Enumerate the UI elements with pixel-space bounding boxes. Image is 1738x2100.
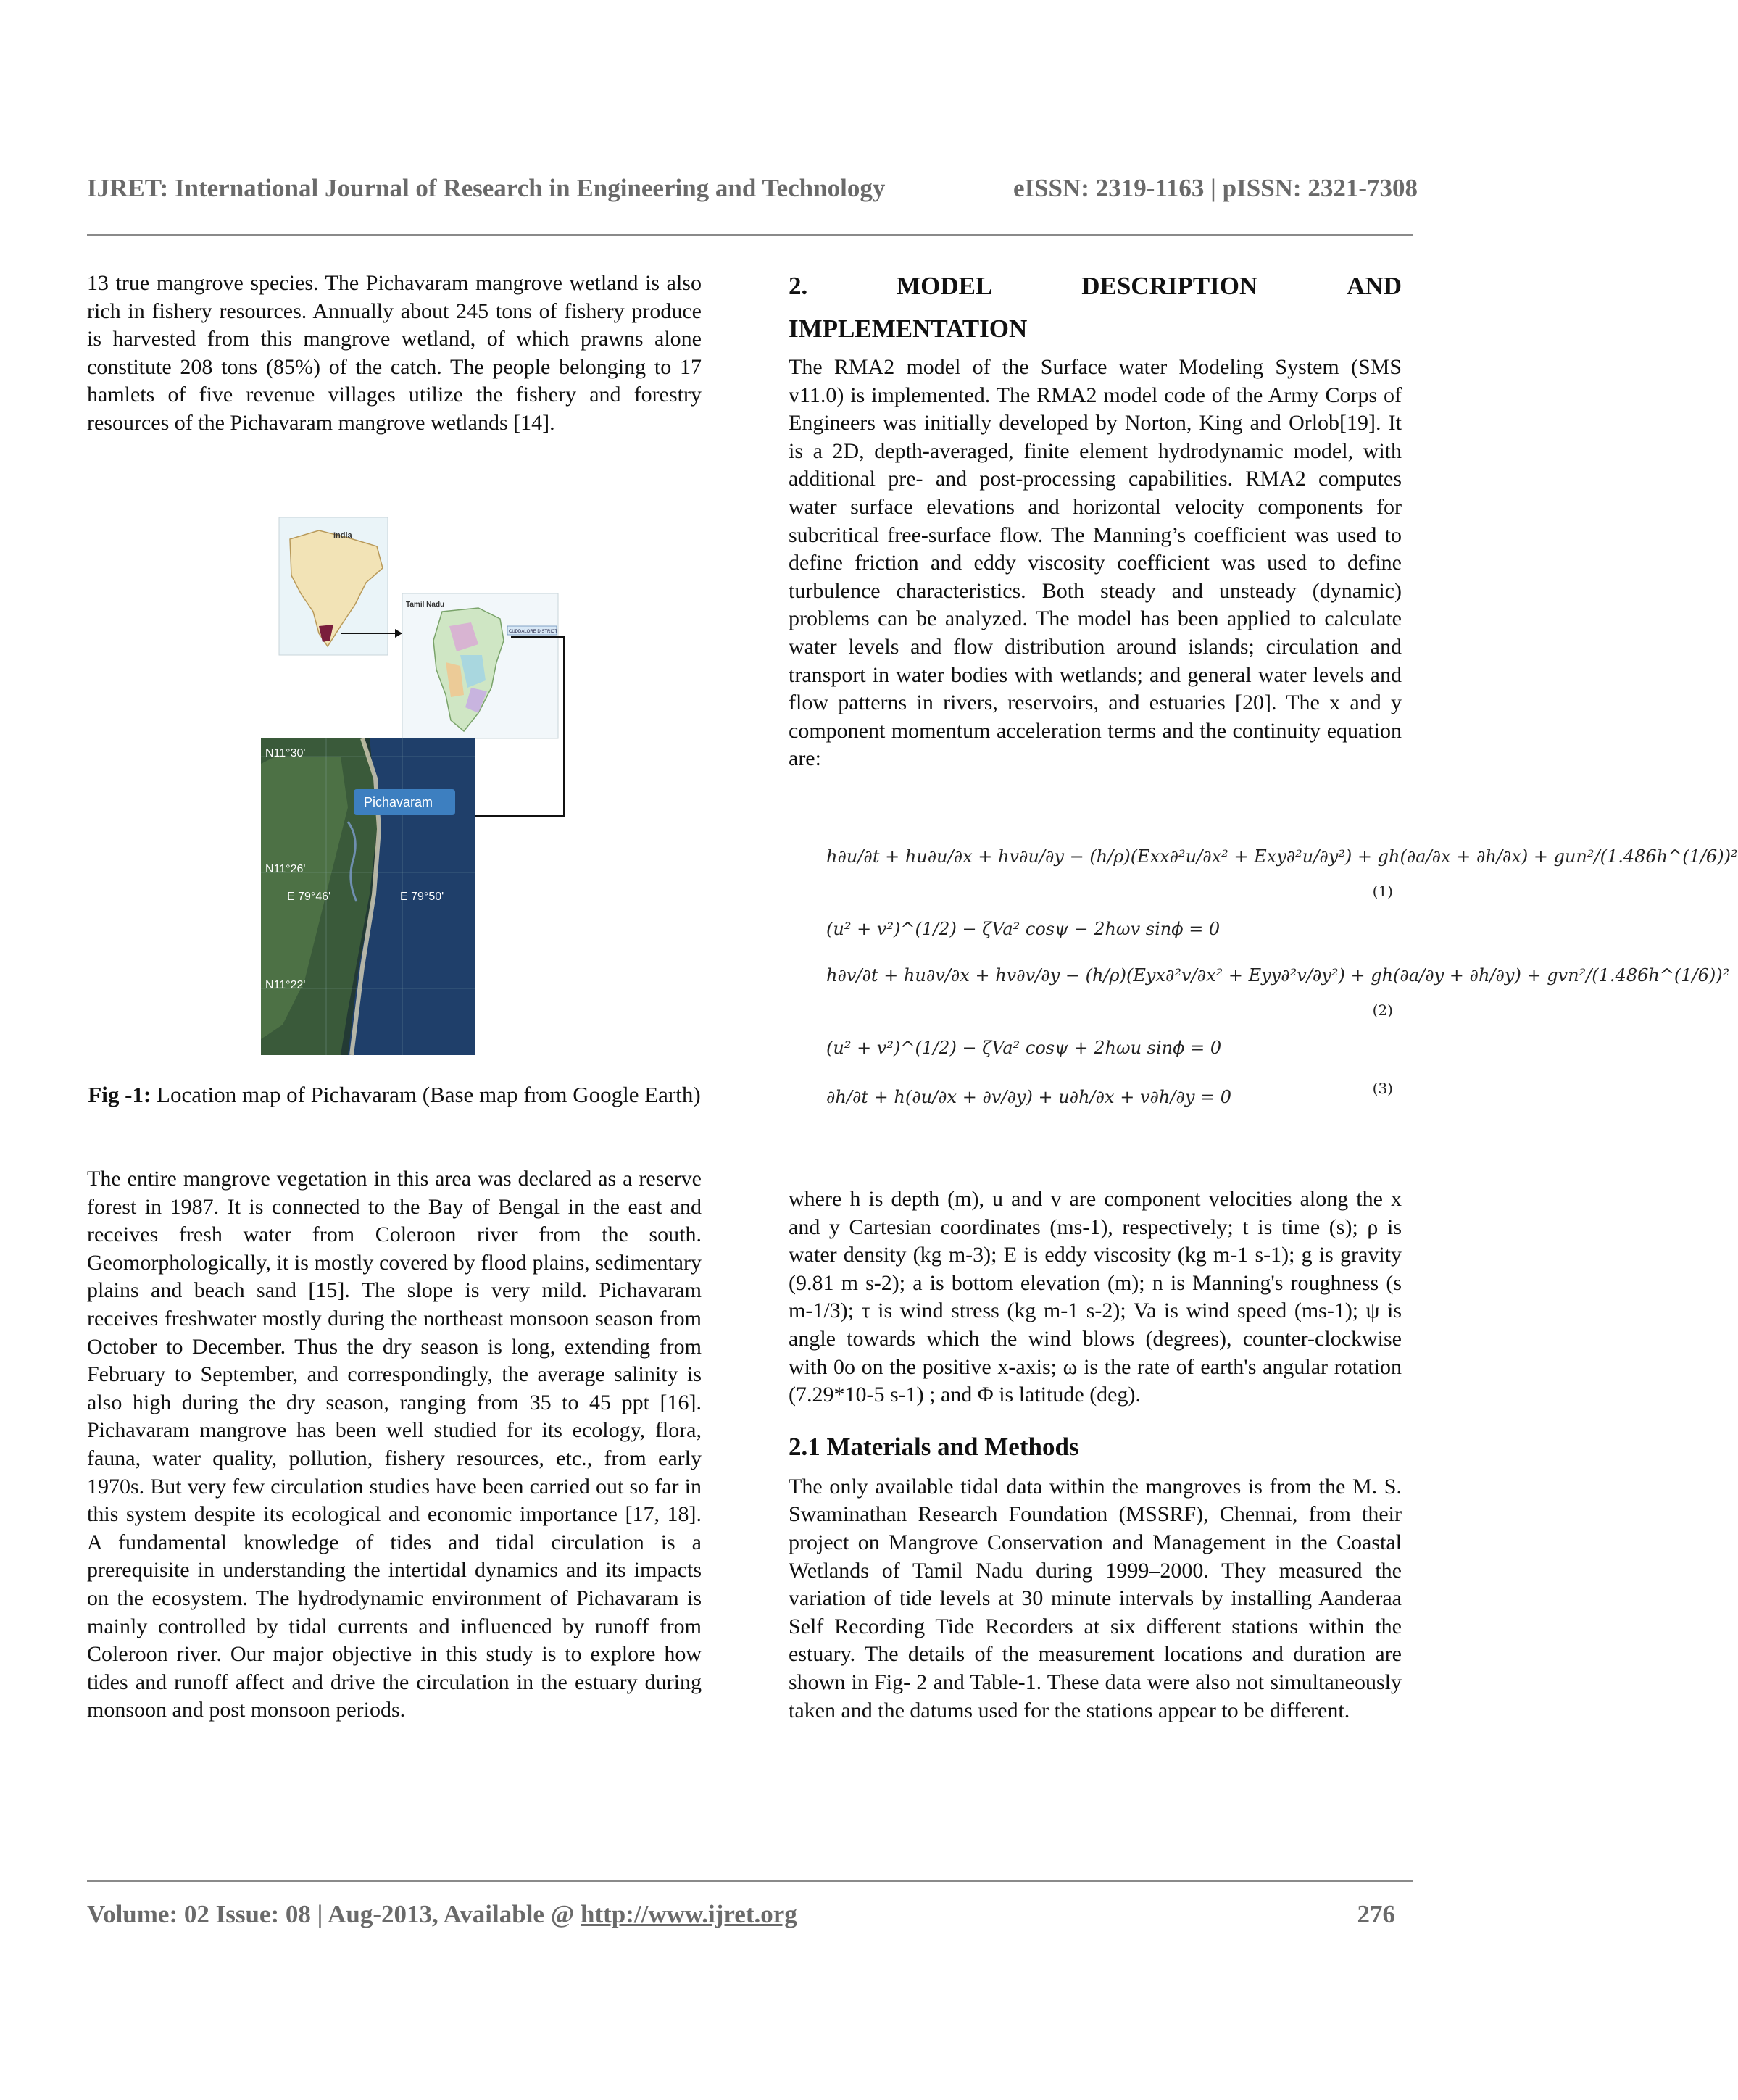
right-column-top <box>789 261 1402 773</box>
intro-paragraph: 13 true mangrove species. The Pichavaram mangrove wetland is also rich in fishery resources. Annually about 245 tons of fishery produce is harvested from this mangrove wetland, of which prawns alone constitute 208 tons (85%) of the catch. The people belonging to 17 hamlets of five revenue villages utilize the fishery and forestry resources of the Pichavaram mangrove wetlands [14]. <box>87 271 702 435</box>
figure-caption-label: Fig -1: <box>88 1082 151 1107</box>
lat-label-3: N11°22' <box>265 979 306 991</box>
equations-block <box>826 841 1738 1130</box>
right-column-bottom <box>789 1186 1402 1725</box>
equation-number-3: (3) <box>1372 1080 1393 1097</box>
section-heading-line2: IMPLEMENTATION <box>789 314 1028 343</box>
page-footer <box>87 1900 1395 1929</box>
lon-label-1: E 79°46' <box>287 891 331 903</box>
section-heading-word: AND <box>1347 272 1402 300</box>
equation-number-2: (2) <box>1372 1001 1393 1019</box>
section-heading-word: MODEL <box>897 272 993 300</box>
equation-2-line-1: h∂v/∂t + hu∂v/∂x + hv∂v/∂y − (h/ρ)(Eyx∂²v/∂x² + Eyy∂²v/∂y²) + gh(∂a/∂y + ∂h/∂y) + gvn²/(1.486h^(1/6))² <box>826 965 1730 986</box>
equation-3: ∂h/∂t + h(∂u/∂x + ∂v/∂y) + u∂h/∂x + v∂h/∂y = 0 <box>826 1087 1232 1107</box>
figure-caption-text: Location map of Pichavaram (Base map from Google Earth) <box>151 1082 701 1107</box>
lat-label-2: N11°26' <box>265 863 306 875</box>
lat-label-1: N11°30' <box>265 747 306 759</box>
page-number: 276 <box>1357 1900 1395 1928</box>
subsection-heading: 2.1 Materials and Methods <box>789 1432 1079 1461</box>
variables-paragraph: where h is depth (m), u and v are component velocities along the x and y Cartesian coordinates (ms-1), respectively; t is time (s); ρ is water density (kg m-3); E is eddy viscosity (kg m-1 s-1); g is gravity (9.81 m s-2); a is bottom elevation (m); n is Manning's roughness (s m-1/3); τ is wind stress (kg m-1 s-2); Va is wind speed (ms-1); ψ is angle towards which the wind blows (degrees), counter-clockwise with 0o on the positive x-axis; ω is the rate of earth's angular rotation (7.29*10-5 s-1) ; and Φ is latitude (deg). <box>789 1187 1402 1407</box>
map-label-tamil-nadu: Tamil Nadu <box>406 601 445 609</box>
location-map-image <box>261 517 573 1055</box>
footer-rule <box>87 1880 1413 1882</box>
running-header <box>87 174 1418 203</box>
section-heading <box>789 261 1402 312</box>
pichavaram-label: Pichavaram <box>364 795 433 809</box>
issn-numbers: eISSN: 2319-1163 | pISSN: 2321-7308 <box>1013 174 1418 202</box>
journal-title: IJRET: International Journal of Research in Engineering and Technology <box>87 174 886 202</box>
model-paragraph: The RMA2 model of the Surface water Modeling System (SMS v11.0) is implemented. The RMA2 model code of the Army Corps of Engineers was initially developed by Norton, King and Orlob[19]. It is a 2D, depth-averaged, finite element hydrodynamic model, with additional pre- and post-processing capabilities. RMA2 computes water surface elevations and horizontal velocity components for subcritical free-surface flow. The Manning’s coefficient was used to define friction and eddy viscosity coefficient was used to define turbulence characteristics. Both steady and unsteady (dynamic) problems can be analyzed. The model has been applied to calculate water levels and flow distribution around islands; circulation and transport in water bodies with wetlands; and general water levels and flow patterns in rivers, reservoirs, and estuaries [20]. The x and y component momentum acceleration terms and the continuity equation are: <box>789 355 1402 771</box>
left-column-intro <box>87 270 702 438</box>
map-label-district: CUDDALORE DISTRICT <box>509 630 558 634</box>
equation-number-1: (1) <box>1372 883 1393 900</box>
section-number: 2. <box>789 272 808 300</box>
map-label-india: India <box>333 531 352 540</box>
equation-1-line-1: h∂u/∂t + hu∂u/∂x + hv∂u/∂y − (h/ρ)(Exx∂²u/∂x² + Exy∂²u/∂y²) + gh(∂a/∂x + ∂h/∂x) + gun²/(1.486h^(1/6))² <box>826 846 1738 867</box>
volume-info: Volume: 02 Issue: 08 | Aug-2013, Available @ <box>87 1900 581 1928</box>
equation-2-line-2: (u² + v²)^(1/2) − ζVa² cosψ + 2hωu sinϕ = 0 <box>826 1038 1222 1058</box>
equation-1-line-2: (u² + v²)^(1/2) − ζVa² cosψ − 2hωv sinϕ = 0 <box>826 919 1221 939</box>
location-map-figure <box>261 517 573 1055</box>
lon-label-2: E 79°50' <box>400 891 444 903</box>
header-rule <box>87 234 1413 236</box>
figure-caption <box>87 1080 702 1109</box>
section-heading-word: DESCRIPTION <box>1081 272 1258 300</box>
left-column-main <box>87 1165 702 1725</box>
methods-paragraph: The only available tidal data within the mangroves is from the M. S. Swaminathan Research Foundation (MSSRF), Chennai, from their project on Mangrove Conservation and Management in the Coastal Wetlands of Tamil Nadu during 1999–2000. They measured the variation of tide levels at 30 minute intervals by installing Aanderaa Self Recording Tide Recorders at six different stations within the estuary. The details of the measurement locations and duration are shown in Fig- 2 and Table-1. These data were also not simultaneously taken and the datums used for the stations appear to be different. <box>789 1474 1402 1722</box>
journal-link[interactable]: http://www.ijret.org <box>581 1900 797 1928</box>
study-area-paragraph: The entire mangrove vegetation in this area was declared as a reserve forest in 1987. It is connected to the Bay of Bengal in the east and receives fresh water from Coleroon river from the south. Geomorphologically, it is mostly covered by flood plains, sedimentary plains and beach sand [15]. The slope is very mild. Pichavaram receives freshwater mostly during the northeast monsoon season from October to December. Thus the dry season is long, extending from February to September, and correspondingly, the average salinity is also high during the dry season, ranging from 35 to 45 ppt [16]. Pichavaram mangrove has been well studied for its ecology, flora, fauna, water quality, pollution, fishery resources, etc., from early 1970s. But very few circulation studies have been carried out so far in this system despite its ecological and economic importance [17, 18]. A fundamental knowledge of tides and tidal circulation is a prerequisite in understanding the intertidal dynamics and its impacts on the ecosystem. The hydrodynamic environment of Pichavaram is mainly controlled by tidal currents and influenced by runoff from Coleroon river. Our major objective in this study is to explore how tides and runoff affect and drive the circulation in the estuary during monsoon and post monsoon periods. <box>87 1167 702 1722</box>
